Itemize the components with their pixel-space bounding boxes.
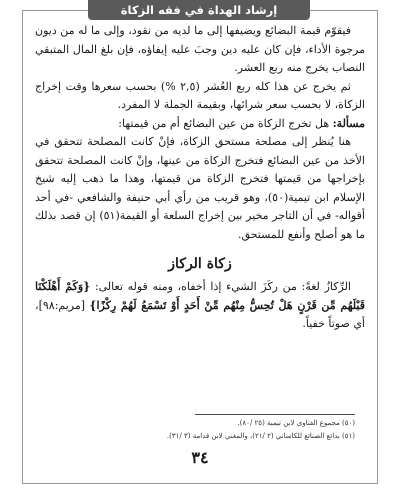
page-body [35, 22, 365, 334]
definition-end: ، أي صوتاً خفياً. [35, 298, 365, 330]
paragraph [35, 278, 365, 334]
issue-label: مسألة: [332, 116, 365, 130]
issue-question: هل تخرج الزكاة من عين البضائع أم من قيمتها: [118, 116, 330, 130]
section-heading: زكاة الركاز [168, 256, 232, 272]
page-number: ٣٤ [191, 448, 209, 467]
paragraph: فيقوّم قيمة البضائع ويضيفها إلى ما لديه من نقود، وإلى ما له من ديون مرجوة الأداء، فإن كان عليه دين وجبَ عليه إيفاؤه، فإن بلغ المال المتبقي النصاب يخرج منه ربع العشر. [35, 24, 365, 74]
running-header: إرشاد الهداة في فقه الزكاة [88, 0, 310, 20]
definition-text: الرِّكازُ لغةً: من ركَزَ الشيء إذا أخفاه، ومنه قوله تعالى: [94, 280, 351, 293]
quran-verse: {وَكَمْ أَهْلَكْنَا قَبْلَهُم مِّن قَرْنٍ هَلْ تُحِسُّ مِنْهُم مِّنْ أَحَدٍ أَوْ تَسْمَعُ لَهُمْ رِكْزًا} [35, 280, 365, 312]
verse-reference: [مريم:٩٨] [38, 298, 86, 312]
footnote: (٥١) بدائع الصنائع للكاساني (٢ /٢١)، والمغني لابن قدامة (٣ /٣١). [166, 432, 355, 440]
footnote-divider [195, 414, 355, 415]
footnotes [35, 417, 355, 443]
paragraph: هنا يُنظر إلى مصلحة مستحق الزكاة، فإنْ كانت المصلحة تتحقق في الأخذ من عين البضائع فتخرج الزكاة من عينها، وإنْ كانت المصلحة تتحقق بإخراجها من قيمتها فتخرج الزكاة من قيمتها، وهذا ما ذهب إليه شيخ الإسلام ابن تيمية(٥٠)، وهو قريب من رأي أبي حنيفة والشافعي -في أحد أقواله- في أن التاجر مخير بين إخراج السلعة أو القيمة(٥١) إن قصد بذلك ما هو أصلح وأنفع للمستحق. [35, 135, 365, 241]
footnote: (٥٠) مجموع الفتاوى لابن تيمية (٢٥ /٨٠). [237, 419, 355, 427]
issue-line [35, 115, 365, 134]
paragraph: ثم يخرج عن هذا كله ربع العُشر (٢,٥ %) بحسب سعرها وقت إخراج الزكاة، لا بحسب سعر شرائها، وبقيمة الجملة لا المفرد. [35, 79, 365, 111]
